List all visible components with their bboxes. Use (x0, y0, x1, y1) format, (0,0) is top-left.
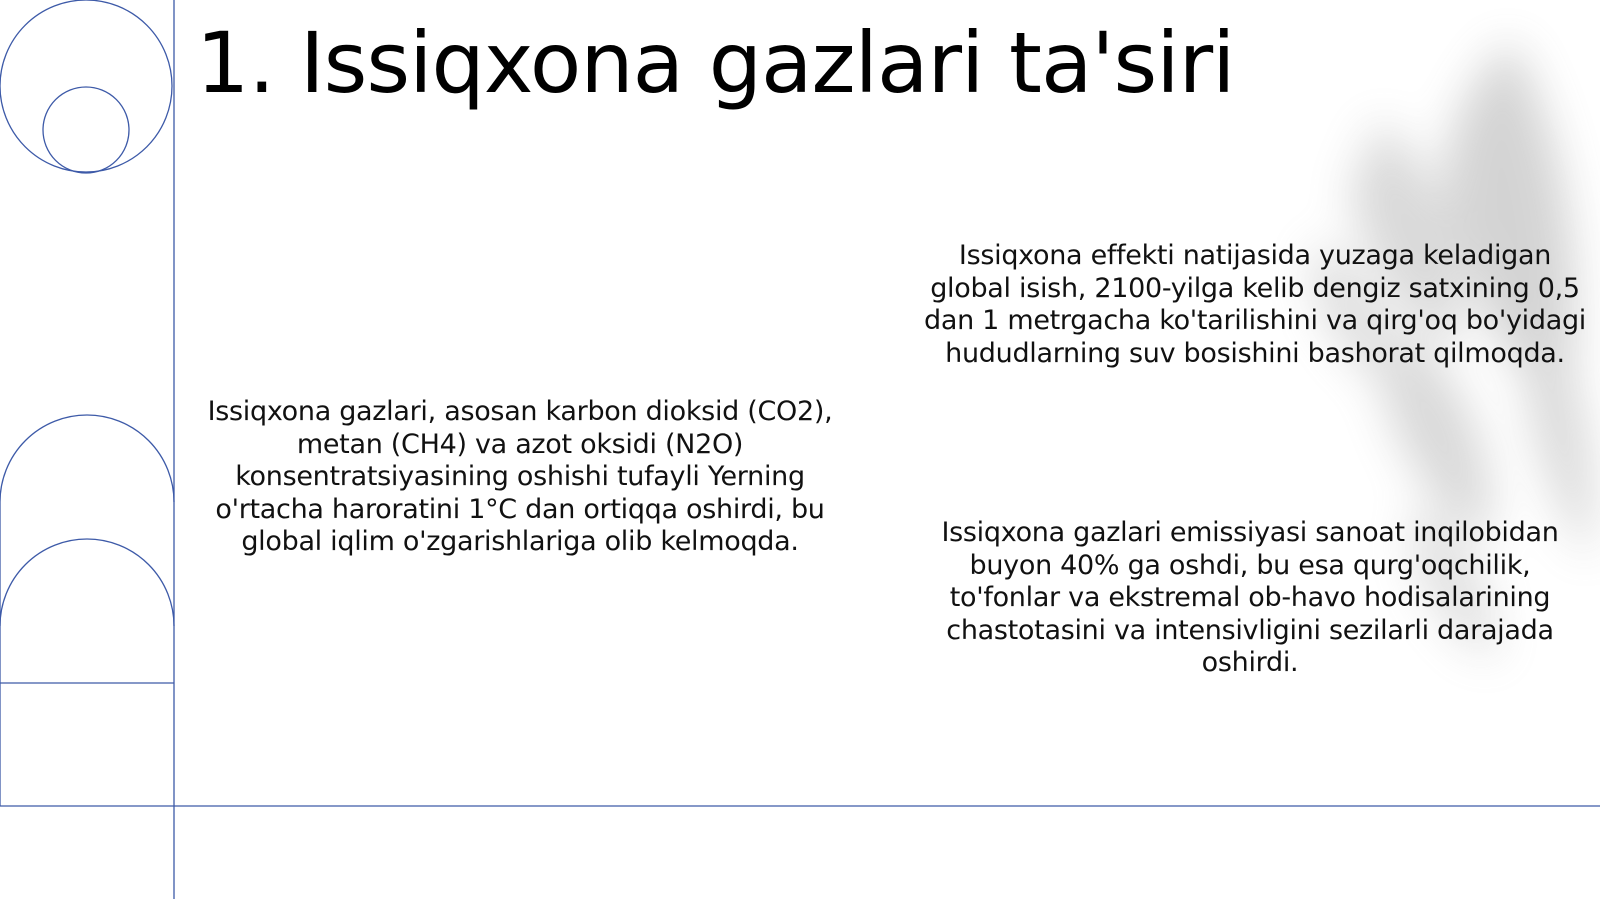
paragraph-left: Issiqxona gazlari, asosan karbon dioksid (CO2), metan (CH4) va azot oksidi (N2O) konsentratsiyasining oshishi tufayli Yerning o'rtacha haroratini 1°C dan ortiqqa oshirdi, bu global iqlim o'zgarishlariga olib kelmoqda. (207, 396, 833, 557)
paragraph-right-bottom: Issiqxona gazlari emissiyasi sanoat inqilobidan buyon 40% ga oshdi, bu esa qurg'oqchilik, to'fonlar va ekstremal ob-havo hodisalarining chastotasini va intensivligini sezilarli darajada oshirdi. (941, 517, 1559, 678)
paragraph-right-top: Issiqxona effekti natijasida yuzaga keladigan global isish, 2100-yilga kelib dengiz satxining 0,5 dan 1 metrgacha ko'tarilishini va qirg'oq bo'yidagi hududlarning suv bosishini bashorat qilmoqda. (923, 240, 1587, 369)
circle-outline-large (0, 0, 172, 172)
arch-lower (0, 539, 174, 626)
slide-title: 1. Issiqxona gazlari ta'siri (196, 14, 1235, 112)
arch-upper (0, 415, 174, 502)
circle-outline-small (43, 87, 129, 173)
